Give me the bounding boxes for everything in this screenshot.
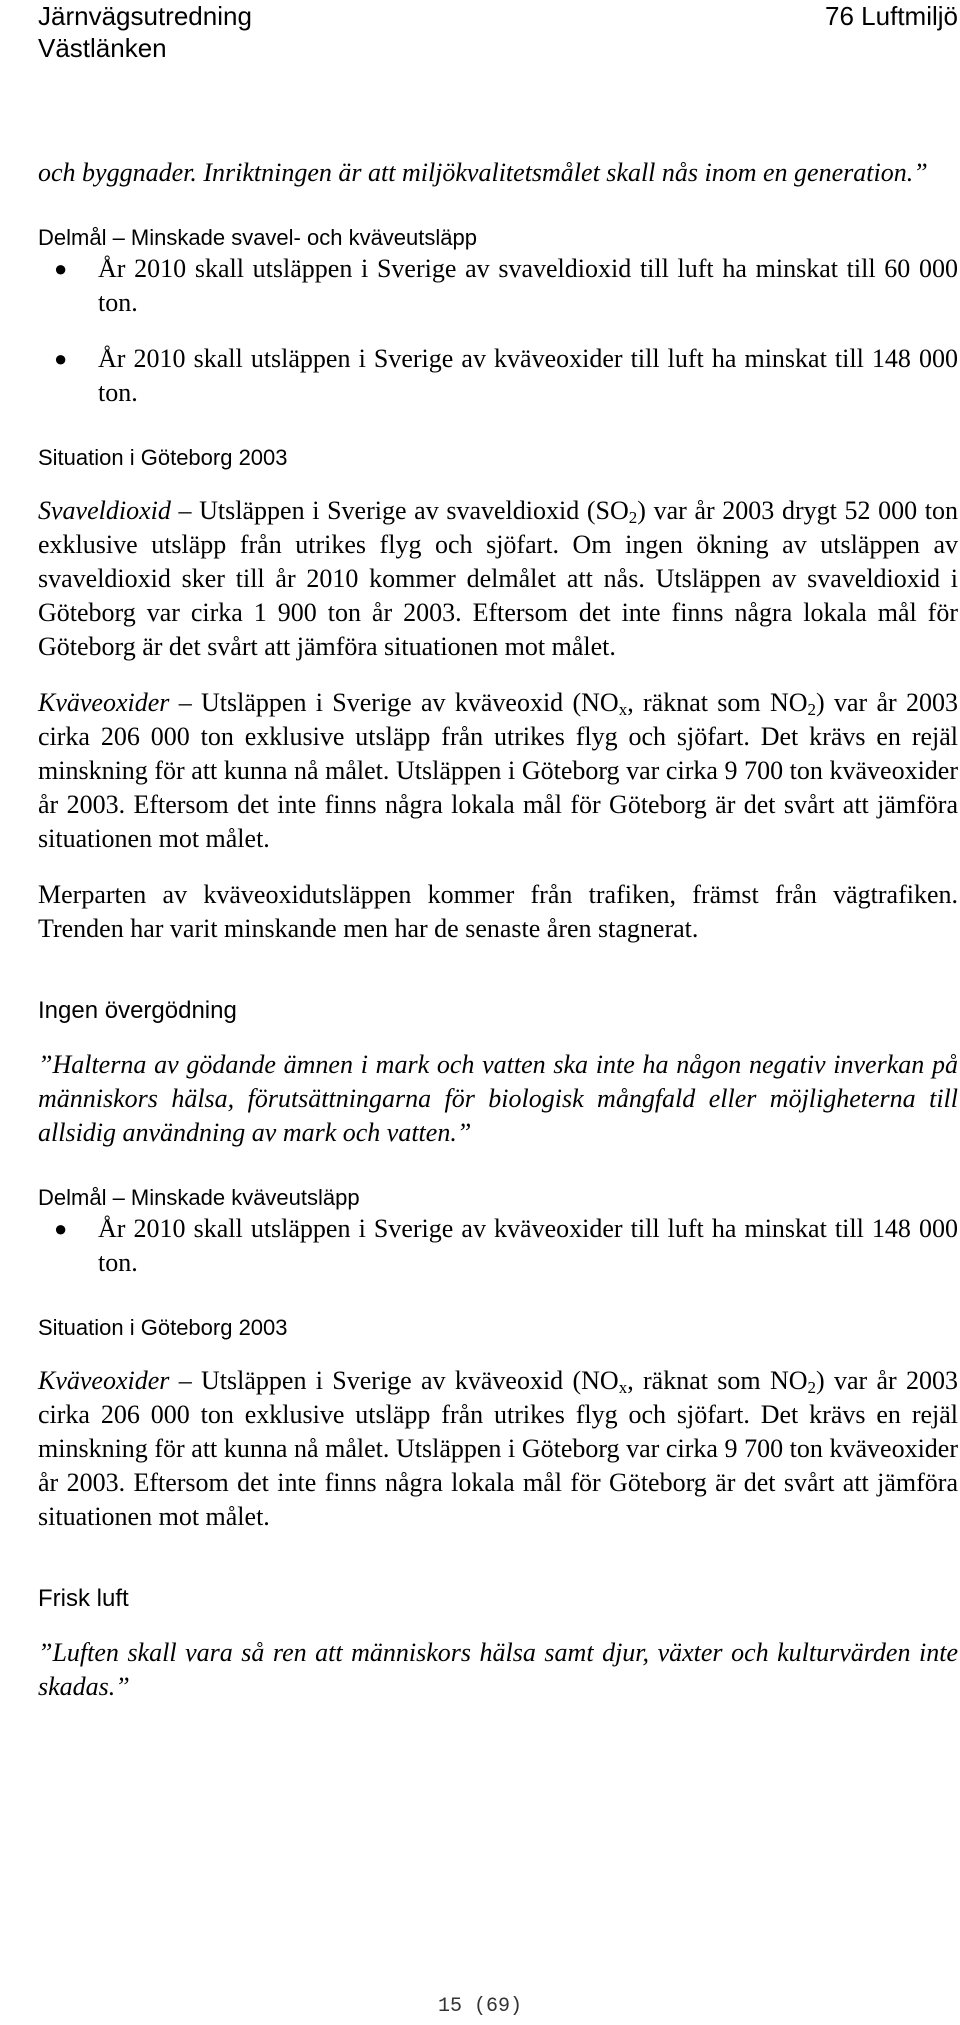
page-content <box>38 156 958 1704</box>
header-project-name: Västlänken <box>38 33 167 63</box>
list-item <box>38 252 958 320</box>
section-heading-sulfur-nitrogen: Delmål – Minskade svavel- och kväveutsläpp <box>38 225 477 250</box>
term-sulfur-dioxide: Svaveldioxid <box>38 496 171 525</box>
quote-eutrophication: ”Halterna av gödande ämnen i mark och vatten ska inte ha någon negativ inverkan på människors hälsa, förutsättningarna för biologisk mångfald eller möjligheterna till allsidig användning av mark och vatten.” <box>38 1050 958 1147</box>
paragraph-nitrogen-oxides: Kväveoxider – Utsläppen i Sverige av kväveoxid ($NO_x$, räknat som $NO_2$) var år 2003 cirka 206 000 ton exklusive utsläpp från utrikes flyg och sjöfart. Det krävs en rejäl minskning för att kunna nå målet. Utsläppen i Göteborg var cirka 9 700 ton kväveoxider år 2003. Eftersom det inte finns några lokala mål för Göteborg är det svårt att jämföra situationen mot målet. <box>38 688 958 853</box>
section-heading-situation-2003-b: Situation i Göteborg 2003 <box>38 1315 288 1340</box>
list-item <box>38 342 958 410</box>
list-item-text: År 2010 skall utsläppen i Sverige av kväveoxider till luft ha minskat till 148 000 ton. <box>98 1214 958 1277</box>
list-item-text: År 2010 skall utsläppen i Sverige av svaveldioxid till luft ha minskat till 60 000 ton. <box>98 254 958 317</box>
bullet-icon: ● <box>54 346 68 371</box>
list-item <box>38 1212 958 1280</box>
header-left <box>38 0 252 64</box>
section-heading-nitrogen-reduction: Delmål – Minskade kväveutsläpp <box>38 1185 360 1210</box>
section-heading-clean-air: Frisk luft <box>38 1585 129 1612</box>
running-header <box>38 0 958 72</box>
section-heading-situation-2003: Situation i Göteborg 2003 <box>38 445 288 470</box>
paragraph-nitrogen-oxides-b: Kväveoxider – Utsläppen i Sverige av kväveoxid ($NO_x$, räknat som $NO_2$) var år 2003 cirka 206 000 ton exklusive utsläpp från utrikes flyg och sjöfart. Det krävs en rejäl minskning för att kunna nå målet. Utsläppen i Göteborg var cirka 9 700 ton kväveoxider år 2003. Eftersom det inte finns några lokala mål för Göteborg är det svårt att jämföra situationen mot målet. <box>38 1366 958 1531</box>
header-report-title: Järnvägsutredning <box>38 1 252 31</box>
header-section-title: 76 Luftmiljö <box>825 1 958 31</box>
list-item-text: År 2010 skall utsläppen i Sverige av kväveoxider till luft ha minskat till 148 000 ton. <box>98 344 958 407</box>
bullet-icon: ● <box>54 256 68 281</box>
bullet-icon: ● <box>54 1216 68 1241</box>
bullet-list-sulfur-nitrogen <box>38 252 958 410</box>
bullet-list-nitrogen <box>38 1212 958 1280</box>
page-number: 15 (69) <box>437 1995 522 2018</box>
quote-clean-air: ”Luften skall vara så ren att människors hälsa samt djur, växter och kulturvärden inte skadas.” <box>38 1638 958 1701</box>
intro-paragraph: och byggnader. Inriktningen är att miljökvalitetsmålet skall nås inom en generation.” <box>38 158 928 187</box>
section-heading-no-eutrophication: Ingen övergödning <box>38 997 237 1024</box>
paragraph-traffic-emissions: Merparten av kväveoxidutsläppen kommer från trafiken, främst från vägtrafiken. Trenden har varit minskande men har de senaste åren stagnerat. <box>38 880 958 943</box>
term-nitrogen-oxides: Kväveoxider <box>38 1366 170 1395</box>
paragraph-sulfur-dioxide: Svaveldioxid – Utsläppen i Sverige av svaveldioxid $(SO_2)$ var år 2003 drygt 52 000 ton exklusive utsläpp från utrikes flyg och sjöfart. Om ingen ökning av utsläppen av svaveldioxid sker till år 2010 kommer delmålet att nås. Utsläppen av svaveldioxid i Göteborg var cirka 1 900 ton år 2003. Eftersom det inte finns några lokala mål för Göteborg är det svårt att jämföra situationen mot målet. <box>38 496 958 661</box>
term-nitrogen-oxides: Kväveoxider <box>38 688 170 717</box>
